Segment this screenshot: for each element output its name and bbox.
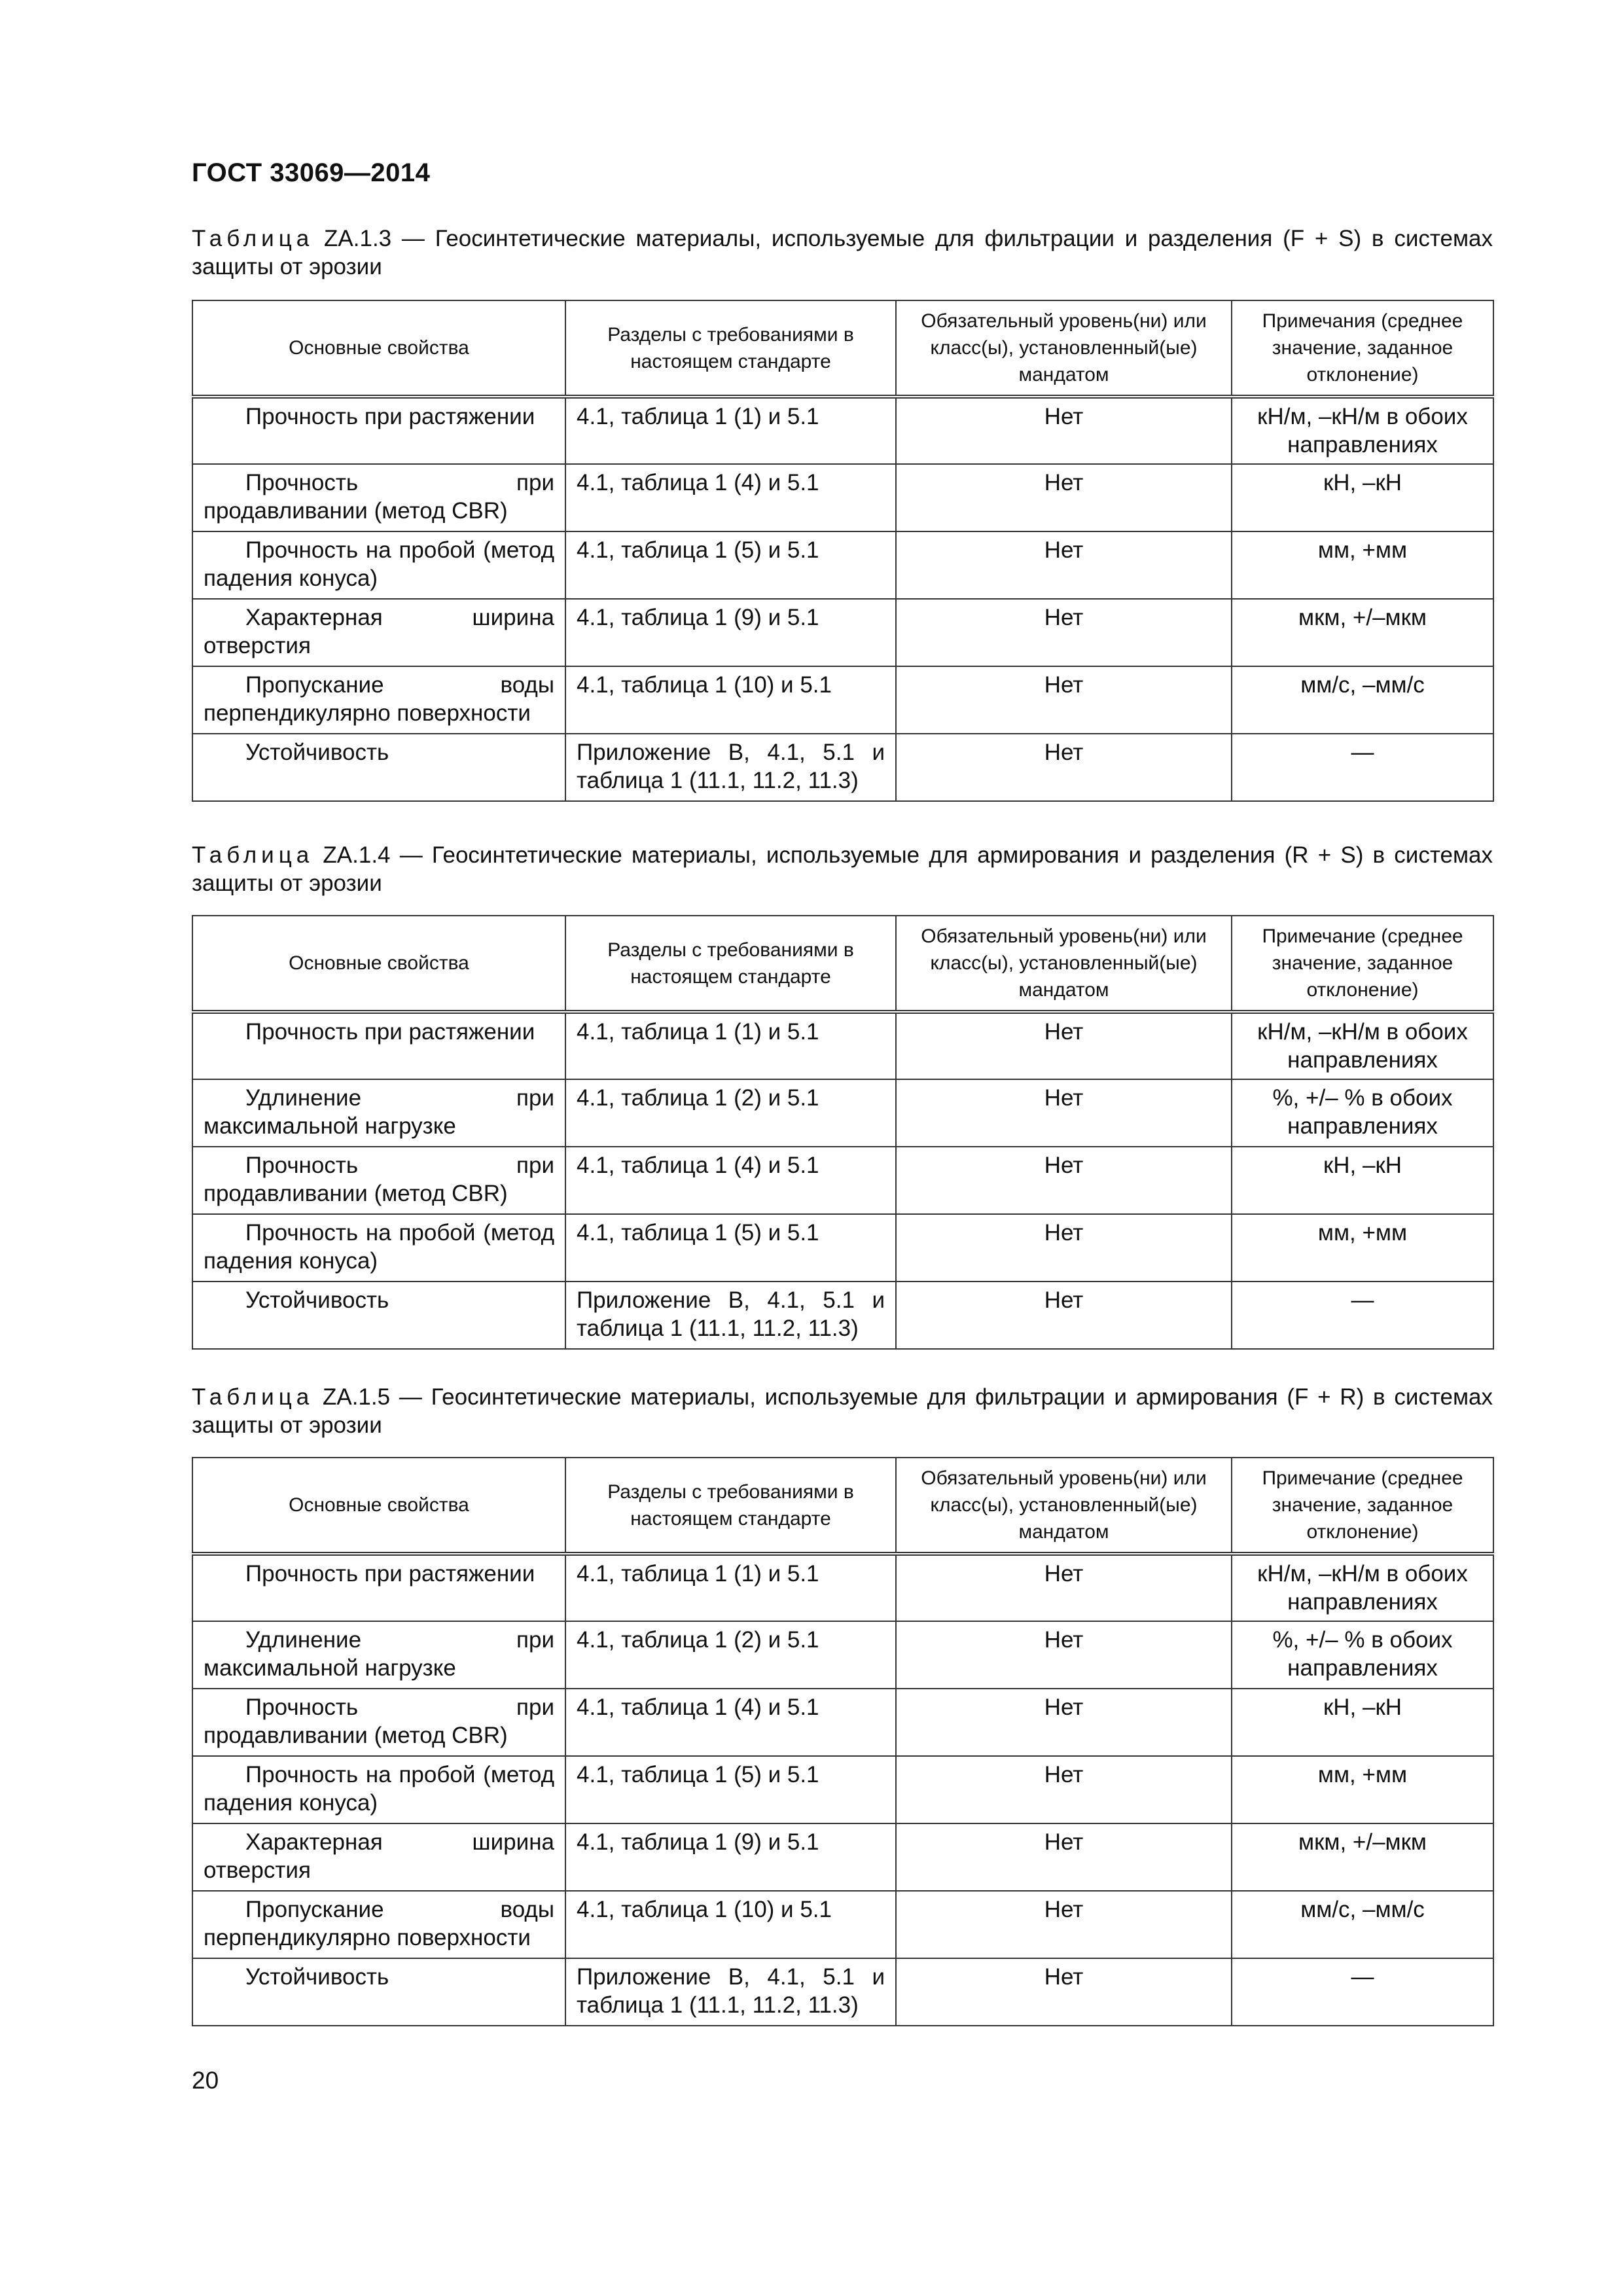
level-cell: Нет	[896, 599, 1232, 666]
level-cell: Нет	[896, 666, 1232, 734]
section-cell: 4.1, таблица 1 (1) и 5.1	[565, 1554, 896, 1621]
caption-label: Таблица	[192, 842, 314, 868]
property-cell: Удлинение при максимальной нагрузке	[192, 1079, 565, 1147]
property-cell: Устойчивость	[192, 1958, 565, 2026]
note-cell: —	[1232, 1282, 1493, 1349]
level-cell: Нет	[896, 1958, 1232, 2026]
section-cell: Приложение B, 4.1, 5.1 и таблица 1 (11.1, 11.2, 11.3)	[565, 1958, 896, 2026]
table-row	[192, 1823, 1493, 1891]
table-header-row	[192, 300, 1493, 397]
table-za-1-5	[192, 1457, 1494, 2026]
property-cell: Прочность при продавливании (метод CBR)	[192, 1689, 565, 1756]
level-cell: Нет	[896, 1756, 1232, 1823]
section-cell: 4.1, таблица 1 (5) и 5.1	[565, 1214, 896, 1282]
section-cell: 4.1, таблица 1 (4) и 5.1	[565, 464, 896, 531]
column-header: Примечание (среднее значение, заданное отклонение)	[1232, 916, 1493, 1012]
level-cell: Нет	[896, 464, 1232, 531]
note-cell: мм/с, –мм/с	[1232, 1891, 1493, 1958]
section-cell: 4.1, таблица 1 (4) и 5.1	[565, 1689, 896, 1756]
table-row	[192, 1282, 1493, 1349]
table-caption-za-1-5	[192, 1383, 1493, 1439]
column-header: Обязательный уровень(ни) или класс(ы), установленный(ые) мандатом	[896, 1458, 1232, 1554]
level-cell: Нет	[896, 1554, 1232, 1621]
note-cell: мм, +мм	[1232, 531, 1493, 599]
section-cell: 4.1, таблица 1 (10) и 5.1	[565, 666, 896, 734]
level-cell: Нет	[896, 1079, 1232, 1147]
table-header-row	[192, 1458, 1493, 1554]
caption-label: Таблица	[192, 226, 314, 251]
section-cell: 4.1, таблица 1 (9) и 5.1	[565, 599, 896, 666]
note-cell: мм/с, –мм/с	[1232, 666, 1493, 734]
table-row	[192, 464, 1493, 531]
table-row	[192, 1554, 1493, 1621]
section-cell: 4.1, таблица 1 (9) и 5.1	[565, 1823, 896, 1891]
table-caption-za-1-3	[192, 224, 1493, 281]
caption-text: ZA.1.3 — Геосинтетические материалы, используемые для фильтрации и разделения (F + S) в системах защиты от эрозии	[192, 226, 1493, 279]
table-row	[192, 531, 1493, 599]
property-cell: Прочность при продавливании (метод CBR)	[192, 1147, 565, 1214]
column-header: Примечание (среднее значение, заданное отклонение)	[1232, 1458, 1493, 1554]
note-cell: мкм, +/–мкм	[1232, 1823, 1493, 1891]
table-za-1-4	[192, 915, 1494, 1350]
table-row	[192, 1079, 1493, 1147]
property-cell: Прочность при растяжении	[192, 397, 565, 464]
column-header: Примечания (среднее значение, заданное отклонение)	[1232, 300, 1493, 397]
note-cell: кН, –кН	[1232, 1147, 1493, 1214]
section-cell: 4.1, таблица 1 (4) и 5.1	[565, 1147, 896, 1214]
note-cell: %, +/– % в обоих направлениях	[1232, 1621, 1493, 1689]
note-cell: мм, +мм	[1232, 1756, 1493, 1823]
property-cell: Прочность при растяжении	[192, 1554, 565, 1621]
caption-label: Таблица	[192, 1384, 314, 1410]
table-row	[192, 1147, 1493, 1214]
column-header: Разделы с требованиями в настоящем стандарте	[565, 1458, 896, 1554]
column-header: Обязательный уровень(ни) или класс(ы), установленный(ые) мандатом	[896, 300, 1232, 397]
section-cell: 4.1, таблица 1 (10) и 5.1	[565, 1891, 896, 1958]
column-header: Разделы с требованиями в настоящем стандарте	[565, 300, 896, 397]
table-row	[192, 1214, 1493, 1282]
note-cell: кН/м, –кН/м в обоих направлениях	[1232, 1012, 1493, 1079]
section-cell: 4.1, таблица 1 (1) и 5.1	[565, 1012, 896, 1079]
column-header: Основные свойства	[192, 300, 565, 397]
level-cell: Нет	[896, 531, 1232, 599]
caption-text: ZA.1.5 — Геосинтетические материалы, используемые для фильтрации и армирования (F + R) в системах защиты от эрозии	[192, 1384, 1493, 1438]
table-row	[192, 397, 1493, 464]
level-cell: Нет	[896, 734, 1232, 801]
table-row	[192, 1689, 1493, 1756]
note-cell: кН, –кН	[1232, 1689, 1493, 1756]
table-za-1-3	[192, 300, 1494, 802]
table-header-row	[192, 916, 1493, 1012]
table-row	[192, 666, 1493, 734]
note-cell: кН/м, –кН/м в обоих направлениях	[1232, 1554, 1493, 1621]
level-cell: Нет	[896, 1891, 1232, 1958]
level-cell: Нет	[896, 1214, 1232, 1282]
property-cell: Прочность на пробой (метод падения конуса)	[192, 1214, 565, 1282]
caption-text: ZA.1.4 — Геосинтетические материалы, используемые для армирования и разделения (R + S) в системах защиты от эрозии	[192, 842, 1493, 896]
property-cell: Характерная ширина отверстия	[192, 599, 565, 666]
level-cell: Нет	[896, 1147, 1232, 1214]
note-cell: %, +/– % в обоих направлениях	[1232, 1079, 1493, 1147]
property-cell: Пропускание воды перпендикулярно поверхности	[192, 666, 565, 734]
section-cell: 4.1, таблица 1 (2) и 5.1	[565, 1621, 896, 1689]
property-cell: Пропускание воды перпендикулярно поверхности	[192, 1891, 565, 1958]
table-row	[192, 1756, 1493, 1823]
level-cell: Нет	[896, 1621, 1232, 1689]
table-row	[192, 1621, 1493, 1689]
property-cell: Устойчивость	[192, 1282, 565, 1349]
table-row	[192, 1958, 1493, 2026]
column-header: Основные свойства	[192, 916, 565, 1012]
table-row	[192, 1012, 1493, 1079]
column-header: Основные свойства	[192, 1458, 565, 1554]
section-cell: 4.1, таблица 1 (2) и 5.1	[565, 1079, 896, 1147]
property-cell: Прочность при растяжении	[192, 1012, 565, 1079]
page-number: 20	[192, 2067, 219, 2094]
section-cell: 4.1, таблица 1 (1) и 5.1	[565, 397, 896, 464]
property-cell: Удлинение при максимальной нагрузке	[192, 1621, 565, 1689]
level-cell: Нет	[896, 1823, 1232, 1891]
level-cell: Нет	[896, 397, 1232, 464]
table-row	[192, 599, 1493, 666]
note-cell: мм, +мм	[1232, 1214, 1493, 1282]
note-cell: кН/м, –кН/м в обоих направлениях	[1232, 397, 1493, 464]
table-caption-za-1-4	[192, 841, 1493, 897]
table-row	[192, 1891, 1493, 1958]
note-cell: мкм, +/–мкм	[1232, 599, 1493, 666]
property-cell: Прочность на пробой (метод падения конуса)	[192, 531, 565, 599]
property-cell: Характерная ширина отверстия	[192, 1823, 565, 1891]
property-cell: Устойчивость	[192, 734, 565, 801]
column-header: Обязательный уровень(ни) или класс(ы), установленный(ые) мандатом	[896, 916, 1232, 1012]
property-cell: Прочность при продавливании (метод CBR)	[192, 464, 565, 531]
section-cell: Приложение B, 4.1, 5.1 и таблица 1 (11.1, 11.2, 11.3)	[565, 1282, 896, 1349]
note-cell: —	[1232, 1958, 1493, 2026]
section-cell: 4.1, таблица 1 (5) и 5.1	[565, 531, 896, 599]
level-cell: Нет	[896, 1012, 1232, 1079]
table-row	[192, 734, 1493, 801]
note-cell: —	[1232, 734, 1493, 801]
note-cell: кН, –кН	[1232, 464, 1493, 531]
column-header: Разделы с требованиями в настоящем стандарте	[565, 916, 896, 1012]
section-cell: Приложение B, 4.1, 5.1 и таблица 1 (11.1, 11.2, 11.3)	[565, 734, 896, 801]
level-cell: Нет	[896, 1282, 1232, 1349]
property-cell: Прочность на пробой (метод падения конуса)	[192, 1756, 565, 1823]
section-cell: 4.1, таблица 1 (5) и 5.1	[565, 1756, 896, 1823]
level-cell: Нет	[896, 1689, 1232, 1756]
document-header: ГОСТ 33069—2014	[192, 158, 431, 187]
